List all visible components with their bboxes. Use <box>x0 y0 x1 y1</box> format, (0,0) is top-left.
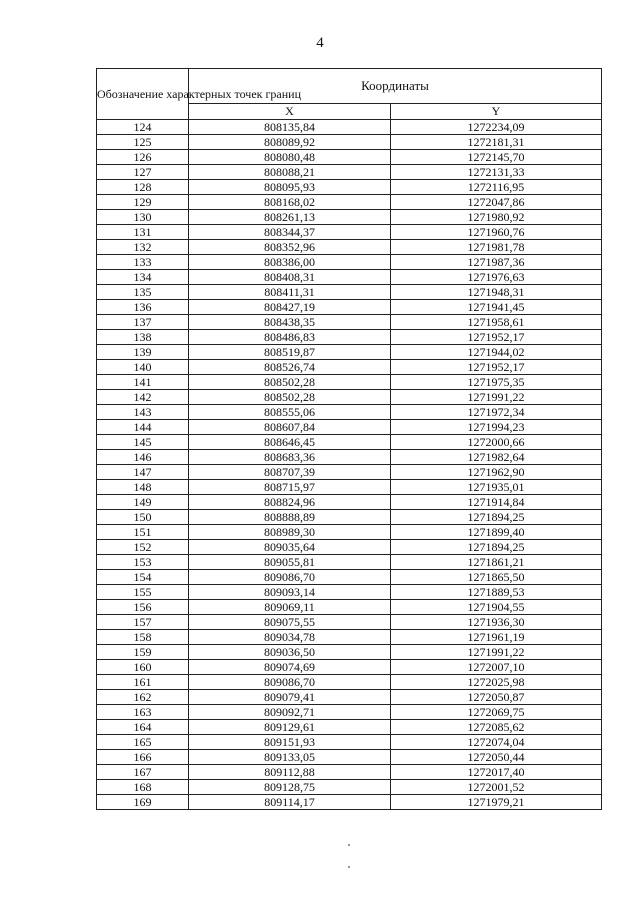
y-coordinate-cell: 1271952,17 <box>391 360 602 375</box>
x-coordinate-cell: 808261,13 <box>189 210 391 225</box>
coordinates-table <box>96 68 602 810</box>
x-coordinate-cell: 809079,41 <box>189 690 391 705</box>
coordinates-header: Координаты <box>189 69 602 104</box>
x-coordinate-cell: 808408,31 <box>189 270 391 285</box>
y-coordinate-cell: 1272181,31 <box>391 135 602 150</box>
x-coordinate-cell: 808526,74 <box>189 360 391 375</box>
y-coordinate-cell: 1271960,76 <box>391 225 602 240</box>
y-coordinate-cell: 1271972,34 <box>391 405 602 420</box>
point-number-cell: 135 <box>97 285 189 300</box>
y-coordinate-cell: 1271980,92 <box>391 210 602 225</box>
table-row <box>97 780 602 795</box>
x-coordinate-cell: 809133,05 <box>189 750 391 765</box>
y-coordinate-cell: 1271976,63 <box>391 270 602 285</box>
y-coordinate-cell: 1272234,09 <box>391 120 602 135</box>
point-number-cell: 155 <box>97 585 189 600</box>
x-coordinate-cell: 809055,81 <box>189 555 391 570</box>
table-row <box>97 195 602 210</box>
point-number-cell: 152 <box>97 540 189 555</box>
table-row <box>97 375 602 390</box>
page-number: 4 <box>316 35 324 51</box>
point-number-cell: 125 <box>97 135 189 150</box>
y-column-header: Y <box>391 103 602 119</box>
x-coordinate-cell: 808088,21 <box>189 165 391 180</box>
y-coordinate-cell: 1271889,53 <box>391 585 602 600</box>
x-coordinate-cell: 808989,30 <box>189 525 391 540</box>
point-number-cell: 157 <box>97 615 189 630</box>
table-row <box>97 330 602 345</box>
point-number-cell: 156 <box>97 600 189 615</box>
point-number-cell: 134 <box>97 270 189 285</box>
point-number-cell: 163 <box>97 705 189 720</box>
table-row <box>97 615 602 630</box>
point-number-cell: 166 <box>97 750 189 765</box>
x-coordinate-cell: 808519,87 <box>189 345 391 360</box>
point-number-cell: 131 <box>97 225 189 240</box>
point-number-cell: 167 <box>97 765 189 780</box>
x-coordinate-cell: 809129,61 <box>189 720 391 735</box>
y-coordinate-cell: 1271948,31 <box>391 285 602 300</box>
y-coordinate-cell: 1272017,40 <box>391 765 602 780</box>
x-coordinate-cell: 808352,96 <box>189 240 391 255</box>
point-number-cell: 133 <box>97 255 189 270</box>
table-row <box>97 390 602 405</box>
x-coordinate-cell: 809114,17 <box>189 795 391 810</box>
point-number-cell: 142 <box>97 390 189 405</box>
point-number-cell: 147 <box>97 465 189 480</box>
x-coordinate-cell: 808080,48 <box>189 150 391 165</box>
table-row <box>97 300 602 315</box>
point-number-cell: 132 <box>97 240 189 255</box>
table-row <box>97 630 602 645</box>
table-row <box>97 465 602 480</box>
table-row <box>97 480 602 495</box>
table-row <box>97 570 602 585</box>
y-coordinate-cell: 1271975,35 <box>391 375 602 390</box>
x-coordinate-cell: 809128,75 <box>189 780 391 795</box>
x-coordinate-cell: 809036,50 <box>189 645 391 660</box>
y-coordinate-cell: 1271987,36 <box>391 255 602 270</box>
x-coordinate-cell: 809092,71 <box>189 705 391 720</box>
x-coordinate-cell: 809151,93 <box>189 735 391 750</box>
x-coordinate-cell: 809093,14 <box>189 585 391 600</box>
y-coordinate-cell: 1271914,84 <box>391 495 602 510</box>
y-coordinate-cell: 1271935,01 <box>391 480 602 495</box>
point-number-cell: 149 <box>97 495 189 510</box>
table-row <box>97 120 602 135</box>
x-coordinate-cell: 809086,70 <box>189 570 391 585</box>
x-coordinate-cell: 808089,92 <box>189 135 391 150</box>
y-coordinate-cell: 1272116,95 <box>391 180 602 195</box>
scan-speck <box>348 844 350 846</box>
y-coordinate-cell: 1271958,61 <box>391 315 602 330</box>
table-row <box>97 765 602 780</box>
table-row <box>97 675 602 690</box>
point-number-cell: 143 <box>97 405 189 420</box>
y-coordinate-cell: 1272000,66 <box>391 435 602 450</box>
point-number-cell: 150 <box>97 510 189 525</box>
table-row <box>97 315 602 330</box>
x-coordinate-cell: 808646,45 <box>189 435 391 450</box>
table-row <box>97 405 602 420</box>
x-coordinate-cell: 808486,83 <box>189 330 391 345</box>
point-number-cell: 168 <box>97 780 189 795</box>
y-coordinate-cell: 1271981,78 <box>391 240 602 255</box>
y-coordinate-cell: 1272050,44 <box>391 750 602 765</box>
x-coordinate-cell: 809112,88 <box>189 765 391 780</box>
x-column-header: X <box>189 103 391 119</box>
point-number-cell: 144 <box>97 420 189 435</box>
table-row <box>97 240 602 255</box>
point-number-cell: 158 <box>97 630 189 645</box>
x-coordinate-cell: 808095,93 <box>189 180 391 195</box>
y-coordinate-cell: 1271904,55 <box>391 600 602 615</box>
table-row <box>97 540 602 555</box>
x-coordinate-cell: 809086,70 <box>189 675 391 690</box>
table-row <box>97 255 602 270</box>
x-coordinate-cell: 808168,02 <box>189 195 391 210</box>
table-row <box>97 495 602 510</box>
x-coordinate-cell: 808386,00 <box>189 255 391 270</box>
table-row <box>97 645 602 660</box>
point-number-cell: 136 <box>97 300 189 315</box>
x-coordinate-cell: 808683,36 <box>189 450 391 465</box>
table-row <box>97 795 602 810</box>
table-row <box>97 705 602 720</box>
table-row <box>97 180 602 195</box>
x-coordinate-cell: 808344,37 <box>189 225 391 240</box>
x-coordinate-cell: 808607,84 <box>189 420 391 435</box>
point-number-cell: 140 <box>97 360 189 375</box>
y-coordinate-cell: 1271861,21 <box>391 555 602 570</box>
table-row <box>97 270 602 285</box>
table-row <box>97 420 602 435</box>
table-row <box>97 450 602 465</box>
y-coordinate-cell: 1271991,22 <box>391 390 602 405</box>
table-row <box>97 150 602 165</box>
y-coordinate-cell: 1272069,75 <box>391 705 602 720</box>
y-coordinate-cell: 1272145,70 <box>391 150 602 165</box>
y-coordinate-cell: 1271894,25 <box>391 510 602 525</box>
x-coordinate-cell: 808555,06 <box>189 405 391 420</box>
table-row <box>97 660 602 675</box>
point-number-cell: 160 <box>97 660 189 675</box>
point-number-cell: 169 <box>97 795 189 810</box>
x-coordinate-cell: 808411,31 <box>189 285 391 300</box>
table-row <box>97 735 602 750</box>
y-coordinate-cell: 1272047,86 <box>391 195 602 210</box>
x-coordinate-cell: 809035,64 <box>189 540 391 555</box>
x-coordinate-cell: 808427,19 <box>189 300 391 315</box>
point-number-cell: 126 <box>97 150 189 165</box>
table-header <box>97 69 602 120</box>
y-coordinate-cell: 1271952,17 <box>391 330 602 345</box>
table-row <box>97 555 602 570</box>
x-coordinate-cell: 809034,78 <box>189 630 391 645</box>
y-coordinate-cell: 1272085,62 <box>391 720 602 735</box>
point-number-cell: 148 <box>97 480 189 495</box>
point-number-cell: 139 <box>97 345 189 360</box>
point-number-cell: 129 <box>97 195 189 210</box>
table-body <box>97 120 602 810</box>
y-coordinate-cell: 1272025,98 <box>391 675 602 690</box>
table-row <box>97 285 602 300</box>
table-row <box>97 585 602 600</box>
table-row <box>97 435 602 450</box>
y-coordinate-cell: 1272001,52 <box>391 780 602 795</box>
y-coordinate-cell: 1271962,90 <box>391 465 602 480</box>
y-coordinate-cell: 1271961,19 <box>391 630 602 645</box>
point-designation-header: Обозначение характерных точек границ <box>97 69 189 120</box>
x-coordinate-cell: 808502,28 <box>189 375 391 390</box>
y-coordinate-cell: 1271936,30 <box>391 615 602 630</box>
point-number-cell: 138 <box>97 330 189 345</box>
y-coordinate-cell: 1271944,02 <box>391 345 602 360</box>
x-coordinate-cell: 808715,97 <box>189 480 391 495</box>
x-coordinate-cell: 808888,89 <box>189 510 391 525</box>
point-number-cell: 159 <box>97 645 189 660</box>
y-coordinate-cell: 1271991,22 <box>391 645 602 660</box>
table-row <box>97 525 602 540</box>
y-coordinate-cell: 1272050,87 <box>391 690 602 705</box>
table-row <box>97 345 602 360</box>
x-coordinate-cell: 809069,11 <box>189 600 391 615</box>
x-coordinate-cell: 808824,96 <box>189 495 391 510</box>
table-row <box>97 225 602 240</box>
point-number-cell: 127 <box>97 165 189 180</box>
x-coordinate-cell: 809075,55 <box>189 615 391 630</box>
point-number-cell: 165 <box>97 735 189 750</box>
point-number-cell: 161 <box>97 675 189 690</box>
x-coordinate-cell: 808135,84 <box>189 120 391 135</box>
point-number-cell: 151 <box>97 525 189 540</box>
y-coordinate-cell: 1271979,21 <box>391 795 602 810</box>
x-coordinate-cell: 808502,28 <box>189 390 391 405</box>
point-number-cell: 162 <box>97 690 189 705</box>
table-row <box>97 690 602 705</box>
table-row <box>97 360 602 375</box>
table-row <box>97 210 602 225</box>
point-number-cell: 128 <box>97 180 189 195</box>
point-number-cell: 124 <box>97 120 189 135</box>
table-row <box>97 720 602 735</box>
point-number-cell: 137 <box>97 315 189 330</box>
table-row <box>97 510 602 525</box>
point-number-cell: 130 <box>97 210 189 225</box>
y-coordinate-cell: 1271865,50 <box>391 570 602 585</box>
point-number-cell: 153 <box>97 555 189 570</box>
point-number-cell: 141 <box>97 375 189 390</box>
header-row-top <box>97 69 602 104</box>
y-coordinate-cell: 1271941,45 <box>391 300 602 315</box>
point-number-cell: 164 <box>97 720 189 735</box>
table-row <box>97 165 602 180</box>
point-number-cell: 154 <box>97 570 189 585</box>
y-coordinate-cell: 1271994,23 <box>391 420 602 435</box>
y-coordinate-cell: 1272074,04 <box>391 735 602 750</box>
x-coordinate-cell: 808438,35 <box>189 315 391 330</box>
point-number-cell: 146 <box>97 450 189 465</box>
y-coordinate-cell: 1272007,10 <box>391 660 602 675</box>
table-row <box>97 600 602 615</box>
x-coordinate-cell: 808707,39 <box>189 465 391 480</box>
table-row <box>97 135 602 150</box>
y-coordinate-cell: 1271894,25 <box>391 540 602 555</box>
x-coordinate-cell: 809074,69 <box>189 660 391 675</box>
y-coordinate-cell: 1271982,64 <box>391 450 602 465</box>
table-row <box>97 750 602 765</box>
y-coordinate-cell: 1271899,40 <box>391 525 602 540</box>
scan-speck <box>348 866 350 868</box>
y-coordinate-cell: 1272131,33 <box>391 165 602 180</box>
point-number-cell: 145 <box>97 435 189 450</box>
